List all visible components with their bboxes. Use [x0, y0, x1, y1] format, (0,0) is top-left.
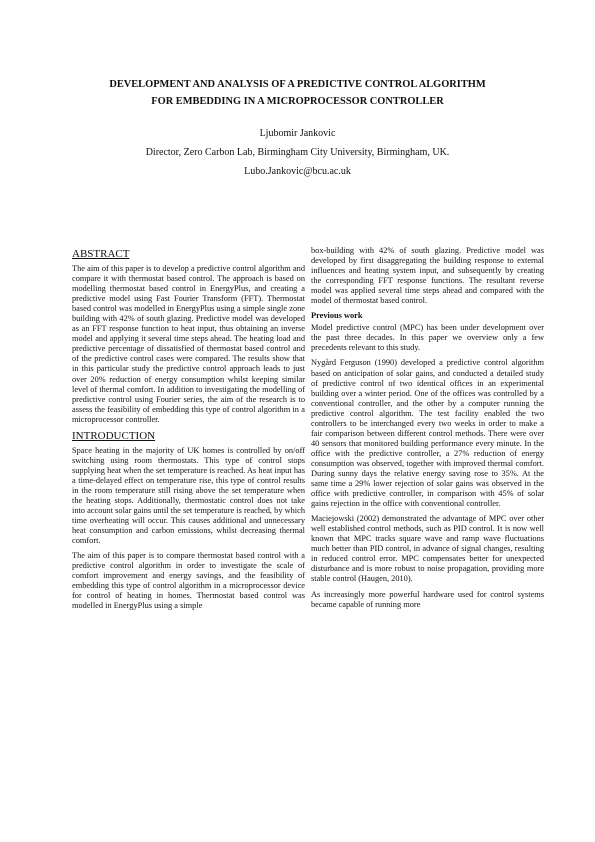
introduction-paragraph-1: Space heating in the majority of UK homes is controlled by on/off switching using room thermostats. This type of control stops supplying heat when the set temperature is reached. As heat input has a time-delayed effect on temperature rise, this type of control results in the room temperature still rising above the set temperature when the heating stops. Additionally, thermostatic control does not take into account solar gains until the set temperature is reached, by which time overheating will occur. This causes additional and unnecessary heat consumption and carbon emissions, whilst decreasing thermal comfort. [72, 445, 305, 546]
introduction-heading: INTRODUCTION [72, 429, 156, 442]
previous-work-paragraph-3: Maciejowski (2002) demonstrated the advantage of MPC over other well established control methods, such as PID control. It is now well known that MPC tracks square wave and ramp wave fluctuations much better than PID control, in advance of signal changes, resulting in reduced control error. MPC compensates better for unexpected disturbance and is more robust to noise propagation, providing more stable control (Haugen, 2010). [311, 514, 544, 584]
author-email: Lubo.Jankovic@bcu.ac.uk [244, 166, 351, 177]
author-affiliation: Director, Zero Carbon Lab, Birmingham City University, Birmingham, UK. [145, 147, 450, 158]
introduction-paragraph-2: The aim of this paper is to compare thermostat based control with a predictive control algorithm in order to investigate the scale of comfort improvement and energy savings, and the feasibility of embedding this type of control algorithm in a microprocessor device for control of heating in homes. Thermostat based control was modelled in EnergyPlus using a simple [72, 551, 305, 611]
title-line-2: FOR EMBEDDING IN A MICROPROCESSOR CONTROLLER [151, 96, 444, 107]
previous-work-heading: Previous work [311, 311, 363, 321]
previous-work-paragraph-2: Nygård Ferguson (1990) developed a predictive control algorithm based on anticipation of solar gains, and conducted a detailed study of predictive control of two identical offices in an experimental building over a winter period. One of the offices was controlled by a conventional controller, and the other by a computer running the predictive control algorithm. The test facility enabled the two controllers to be interchanged every two weeks in order to make a fair comparison between different control methods. There were over 40 sensors that monitored building performance every minute. In the office with the predictive controller, a 27% reduction of energy consumption was observed, together with improved thermal comfort. During sunny days the relative energy saving rose to 35%. At the same time a 29% lower rejection of solar gains was observed in the office with predictive controller, in comparison with 45% of solar gains rejection in the office with conventional controller. [311, 358, 544, 509]
author-name: Ljubomir Jankovic [259, 128, 336, 139]
abstract-heading: ABSTRACT [72, 248, 130, 260]
author-block [60, 124, 535, 181]
previous-work-paragraph-4: As increasingly more powerful hardware used for control systems became capable of running more [311, 589, 544, 609]
left-column [72, 246, 305, 617]
previous-work-paragraph-1: Model predictive control (MPC) has been under development over the past three decades. In this paper we overview only a few precedents relevant to this study. [311, 323, 544, 353]
right-column [311, 246, 544, 615]
title-line-1: DEVELOPMENT AND ANALYSIS OF A PREDICTIVE CONTROL ALGORITHM [109, 79, 486, 90]
abstract-text: The aim of this paper is to develop a predictive control algorithm and compare it with thermostat based control. The approach is based on modelling thermostat based control in EnergyPlus, and creating a predictive model using Fast Fourier Transform (FFT). Thermostat based control was modelled in EnergyPlus using a simple single zone building with 42% of south glazing. Predictive model was developed as an FFT response function to heat input, thus obtaining an inverse model and applying it several time steps ahead. The heating load and predictive percentage of dissatisfied of thermostat based control and of the predictive control cases were compared. The results show that in this particular study the predictive control approach leads to just over 20% reduction of energy consumption whilst keeping similar level of thermal comfort. In addition to investigating the modelling of predictive control using Fourier series, the aim of the research is to assess the feasibility of embedding this type of control algorithm in a microprocessor controller. [72, 264, 305, 424]
paper-title [60, 76, 535, 110]
introduction-continued: box-building with 42% of south glazing. Predictive model was developed by first disaggregating the building response to external influences and heating system input, and subsequently by creating the corresponding FFT response functions. The resultant reverse model was applied several time steps ahead and compared with the model of thermostat based control. [311, 246, 544, 306]
